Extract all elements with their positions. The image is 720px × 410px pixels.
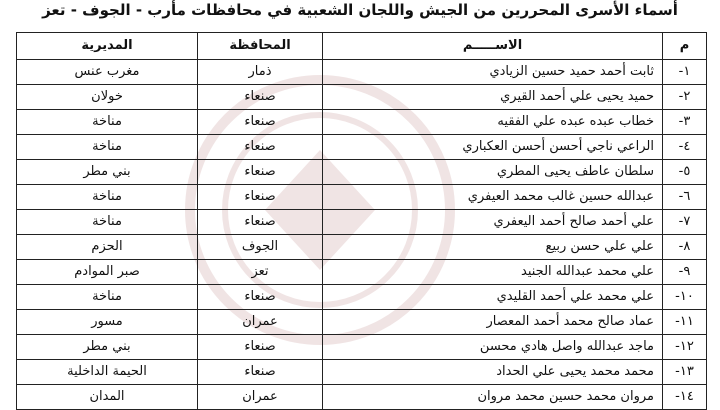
- cell-name: عبدالله حسين غالب محمد العيفري: [323, 185, 663, 210]
- cell-governorate: صنعاء: [198, 360, 323, 385]
- cell-governorate: صنعاء: [198, 135, 323, 160]
- cell-governorate: ذمار: [198, 60, 323, 85]
- cell-governorate: صنعاء: [198, 285, 323, 310]
- header-name: الاســـــم: [323, 33, 663, 60]
- cell-governorate: تعز: [198, 260, 323, 285]
- cell-number: ١-: [663, 60, 707, 85]
- cell-governorate: صنعاء: [198, 85, 323, 110]
- cell-name: حميد يحيى علي أحمد القيري: [323, 85, 663, 110]
- page-title: أسماء الأسرى المحررين من الجيش واللجان الشعبية في محافظات مأرب - الجوف - تعز: [42, 1, 678, 19]
- cell-name: علي محمد علي أحمد القليدي: [323, 285, 663, 310]
- cell-governorate: الجوف: [198, 235, 323, 260]
- cell-name: خطاب عبده عبده علي الفقيه: [323, 110, 663, 135]
- table-row: [17, 260, 707, 285]
- table-row: [17, 210, 707, 235]
- cell-name: ثابت أحمد حميد حسين الزيادي: [323, 60, 663, 85]
- cell-number: ١٢-: [663, 335, 707, 360]
- header-district: المديرية: [17, 33, 198, 60]
- cell-district: مغرب عنس: [17, 60, 198, 85]
- cell-governorate: صنعاء: [198, 160, 323, 185]
- cell-district: مناخة: [17, 185, 198, 210]
- cell-number: ١١-: [663, 310, 707, 335]
- cell-number: ٢-: [663, 85, 707, 110]
- cell-number: ٩-: [663, 260, 707, 285]
- cell-governorate: صنعاء: [198, 335, 323, 360]
- cell-name: علي علي حسن ربيع: [323, 235, 663, 260]
- cell-name: عماد صالح محمد أحمد المعصار: [323, 310, 663, 335]
- cell-district: مناخة: [17, 285, 198, 310]
- cell-number: ٣-: [663, 110, 707, 135]
- cell-name: الراعي ناجي أحسن أحسن العكباري: [323, 135, 663, 160]
- table-row: [17, 360, 707, 385]
- cell-district: المدان: [17, 385, 198, 410]
- table-row: [17, 185, 707, 210]
- cell-governorate: صنعاء: [198, 185, 323, 210]
- cell-district: مناخة: [17, 210, 198, 235]
- table-row: [17, 385, 707, 410]
- table-header-row: [17, 33, 707, 60]
- cell-governorate: صنعاء: [198, 210, 323, 235]
- cell-district: مسور: [17, 310, 198, 335]
- cell-number: ٨-: [663, 235, 707, 260]
- cell-name: محمد محمد يحيى علي الحداد: [323, 360, 663, 385]
- cell-number: ٦-: [663, 185, 707, 210]
- cell-governorate: عمران: [198, 310, 323, 335]
- prisoners-table: [16, 32, 707, 410]
- table-row: [17, 235, 707, 260]
- cell-number: ٧-: [663, 210, 707, 235]
- header-governorate: المحافظة: [198, 33, 323, 60]
- cell-number: ١٠-: [663, 285, 707, 310]
- cell-district: الحزم: [17, 235, 198, 260]
- cell-district: مناخة: [17, 135, 198, 160]
- cell-name: علي أحمد صالح أحمد اليعفري: [323, 210, 663, 235]
- table-row: [17, 110, 707, 135]
- cell-name: علي محمد عبدالله الجنيد: [323, 260, 663, 285]
- table-row: [17, 285, 707, 310]
- cell-number: ٥-: [663, 160, 707, 185]
- cell-number: ١٣-: [663, 360, 707, 385]
- table-row: [17, 160, 707, 185]
- cell-district: الحيمة الداخلية: [17, 360, 198, 385]
- cell-name: مروان محمد حسين محمد مروان: [323, 385, 663, 410]
- cell-number: ١٤-: [663, 385, 707, 410]
- cell-district: بني مطر: [17, 335, 198, 360]
- cell-district: بني مطر: [17, 160, 198, 185]
- table-row: [17, 335, 707, 360]
- table-row: [17, 135, 707, 160]
- cell-governorate: عمران: [198, 385, 323, 410]
- cell-name: سلطان عاطف يحيى المطري: [323, 160, 663, 185]
- cell-district: خولان: [17, 85, 198, 110]
- table-row: [17, 60, 707, 85]
- cell-name: ماجد عبدالله واصل هادي محسن: [323, 335, 663, 360]
- cell-district: مناخة: [17, 110, 198, 135]
- cell-number: ٤-: [663, 135, 707, 160]
- table-row: [17, 310, 707, 335]
- cell-governorate: صنعاء: [198, 110, 323, 135]
- table-row: [17, 85, 707, 110]
- cell-district: صبر الموادم: [17, 260, 198, 285]
- header-number: م: [663, 33, 707, 60]
